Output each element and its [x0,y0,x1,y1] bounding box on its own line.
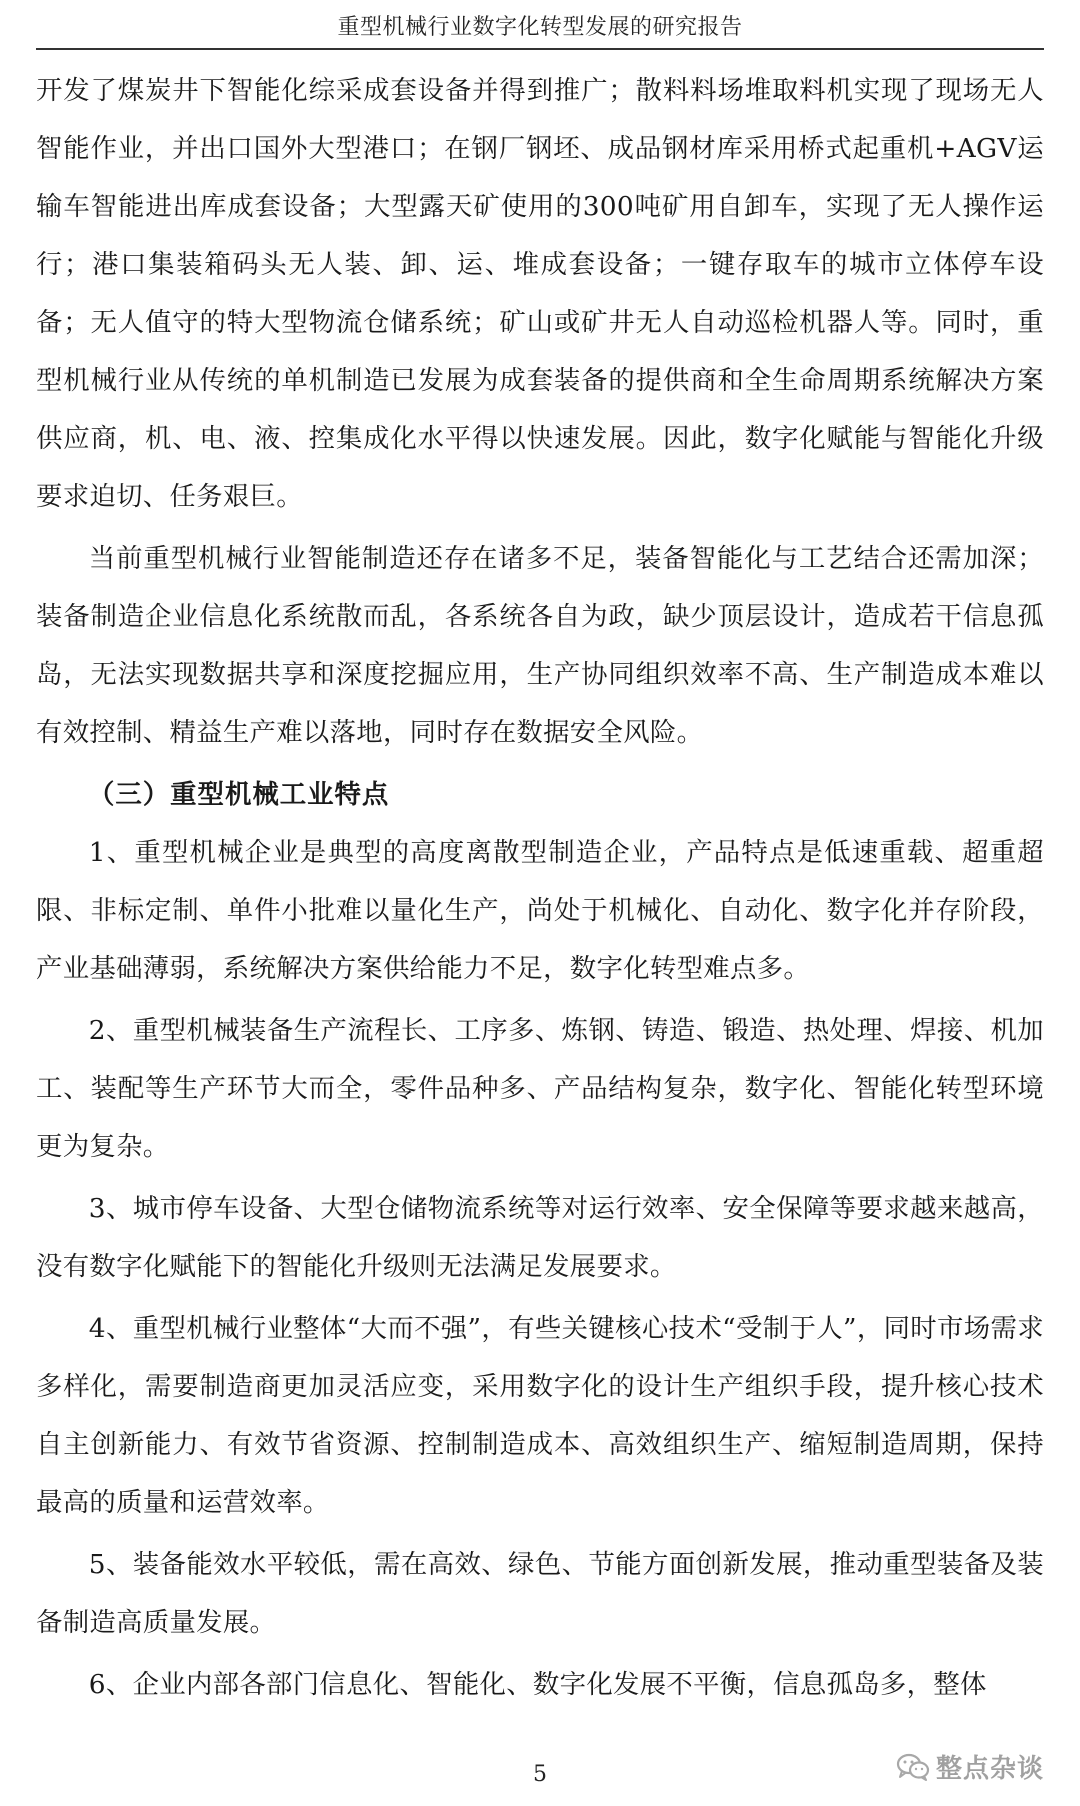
page-number: 5 [533,1762,547,1787]
list-item-3: 3、城市停车设备、大型仓储物流系统等对运行效率、安全保障等要求越来越高，没有数字化赋能下的智能化升级则无法满足发展要求。 [36,1193,1044,1282]
list-item-1: 1、重型机械企业是典型的高度离散型制造企业，产品特点是低速重载、超重超限、非标定制、单件小批难以量化生产，尚处于机械化、自动化、数字化并存阶段，产业基础薄弱，系统解决方案供给能力不足，数字化转型难点多。 [36,837,1044,984]
paragraph: 当前重型机械行业智能制造还存在诸多不足，装备智能化与工艺结合还需加深；装备制造企业信息化系统散而乱，各系统各自为政，缺少顶层设计，造成若干信息孤岛，无法实现数据共享和深度挖掘应用，生产协同组织效率不高、生产制造成本难以有效控制、精益生产难以落地，同时存在数据安全风险。 [36,543,1044,748]
page-header [0,0,1080,54]
watermark [896,1748,1044,1785]
list-item-5: 5、装备能效水平较低，需在高效、绿色、节能方面创新发展，推动重型装备及装备制造高质量发展。 [36,1549,1044,1638]
list-item-4: 4、重型机械行业整体“大而不强”，有些关键核心技术“受制于人”，同时市场需求多样化，需要制造商更加灵活应变，采用数字化的设计生产组织手段，提升核心技术自主创新能力、有效节省资源、控制制造成本、高效组织生产、缩短制造周期，保持最高的质量和运营效率。 [36,1313,1044,1518]
header-title: 重型机械行业数字化转型发展的研究报告 [337,15,743,40]
document-body [36,62,1044,1718]
header-divider [36,48,1044,50]
paragraph-continued: 开发了煤炭井下智能化综采成套设备并得到推广；散料料场堆取料机实现了现场无人智能作业，并出口国外大型港口；在钢厂钢坯、成品钢材库采用桥式起重机+AGV运输车智能进出库成套设备；大型露天矿使用的300吨矿用自卸车，实现了无人操作运行；港口集装箱码头无人装、卸、运、堆成套设备；一键存取车的城市立体停车设备；无人值守的特大型物流仓储系统；矿山或矿井无人自动巡检机器人等。同时，重型机械行业从传统的单机制造已发展为成套装备的提供商和全生命周期系统解决方案供应商，机、电、液、控集成化水平得以快速发展。因此，数字化赋能与智能化升级要求迫切、任务艰巨。 [36,75,1044,512]
watermark-text: 整点杂谈 [935,1754,1044,1784]
wechat-icon [896,1753,930,1781]
list-item-6: 6、企业内部各部门信息化、智能化、数字化发展不平衡，信息孤岛多，整体 [88,1669,987,1700]
section-heading: （三）重型机械工业特点 [88,779,390,810]
list-item-2: 2、重型机械装备生产流程长、工序多、炼钢、铸造、锻造、热处理、焊接、机加工、装配等生产环节大而全，零件品种多、产品结构复杂，数字化、智能化转型环境更为复杂。 [36,1015,1044,1162]
